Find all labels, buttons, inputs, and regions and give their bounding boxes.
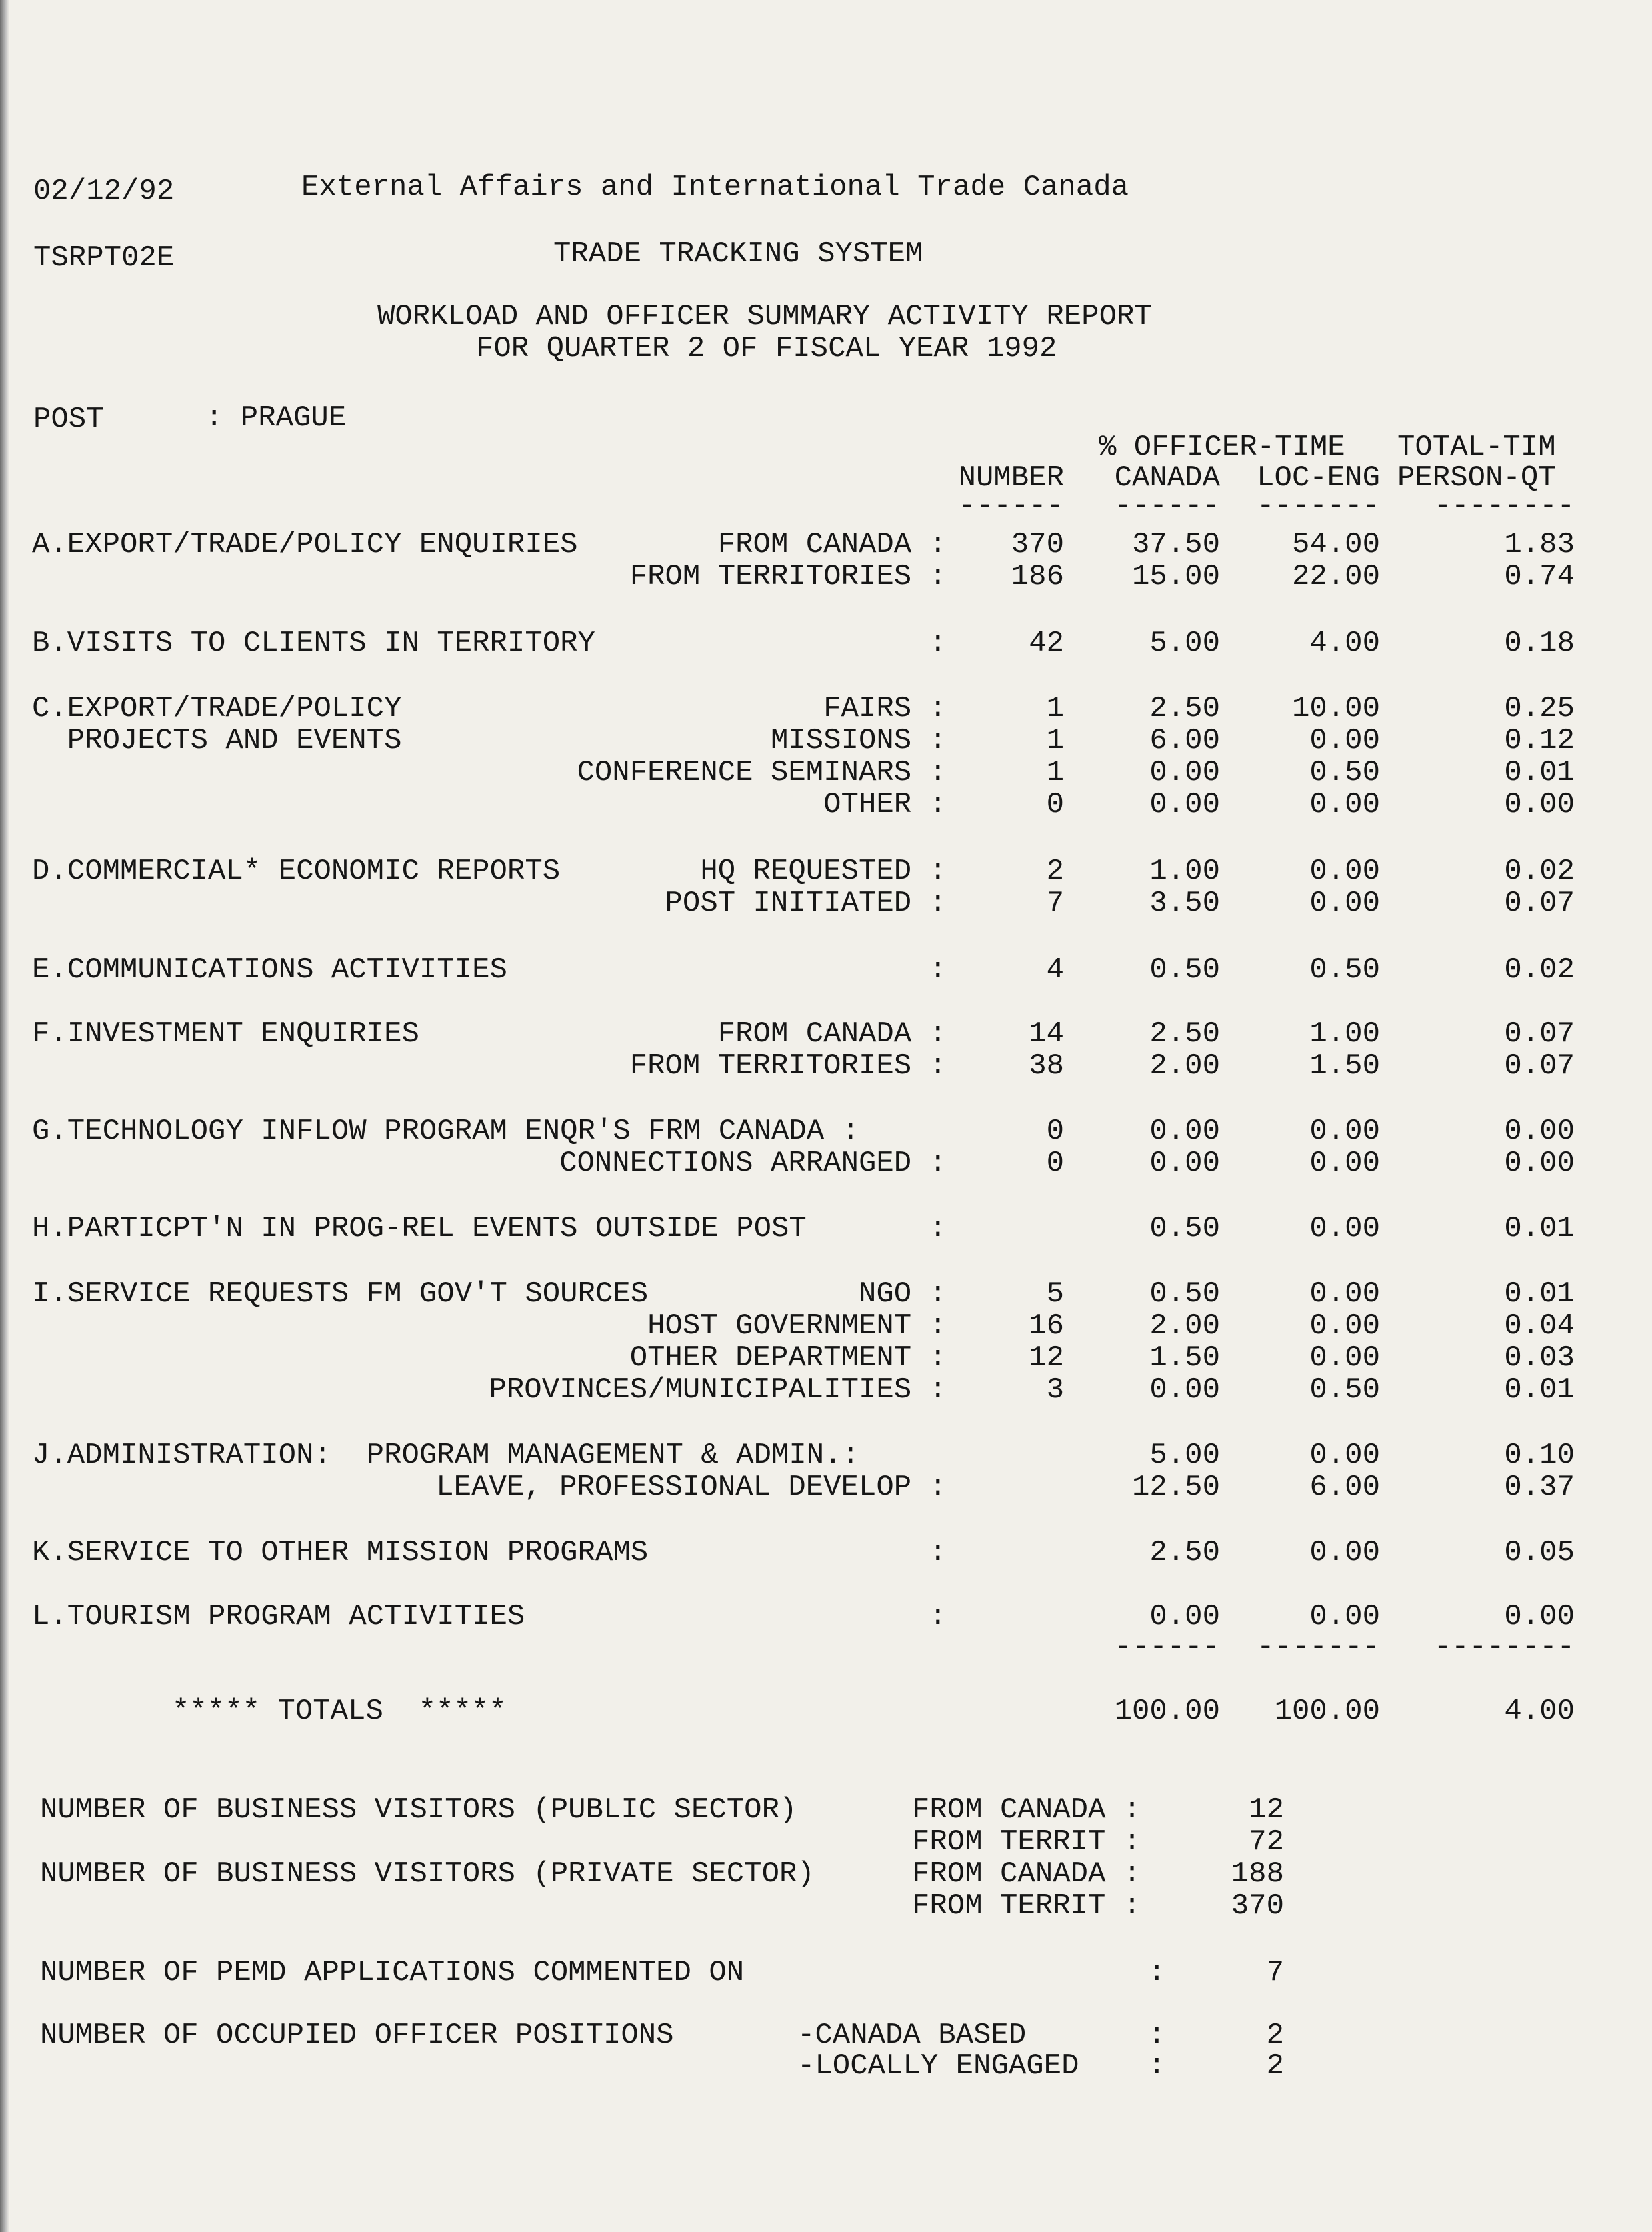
row-loceng-pct: 0.00: [1309, 1115, 1380, 1148]
organization-name: External Affairs and International Trade Canada: [301, 171, 1129, 204]
row-loceng-pct: 10.00: [1291, 692, 1380, 725]
row-label: F.INVESTMENT ENQUIRIES: [32, 1017, 419, 1051]
row-sublabel: :: [929, 1600, 947, 1633]
row-label: J.ADMINISTRATION: PROGRAM MANAGEMENT & ADMIN.:: [32, 1439, 860, 1472]
row-number: 0: [1046, 1147, 1064, 1180]
row-number: 0: [1046, 1115, 1064, 1148]
row-loceng-pct: 0.00: [1309, 1439, 1380, 1472]
row-person-qtr: 0.07: [1504, 1049, 1575, 1083]
row-number: 14: [1029, 1017, 1064, 1051]
row-person-qtr: 0.02: [1504, 953, 1575, 987]
row-sublabel: HOST GOVERNMENT :: [647, 1309, 947, 1343]
canada-based-label: -CANADA BASED: [797, 2019, 1027, 2052]
row-canada-pct: 12.50: [1131, 1471, 1220, 1504]
row-canada-pct: 0.00: [1149, 1115, 1220, 1148]
row-loceng-pct: 4.00: [1309, 627, 1380, 660]
row-number: 42: [1029, 627, 1064, 660]
row-label: B.VISITS TO CLIENTS IN TERRITORY: [32, 627, 595, 660]
locally-engaged-value: 2: [1266, 2049, 1284, 2083]
row-number: 5: [1046, 1277, 1064, 1311]
private-from-canada-value: 188: [1231, 1857, 1284, 1891]
row-sublabel: :: [929, 1212, 947, 1245]
row-loceng-pct: 0.00: [1309, 724, 1380, 757]
public-from-territ-label: FROM TERRIT :: [912, 1825, 1141, 1859]
row-loceng-pct: 0.00: [1309, 1147, 1380, 1180]
number-header: NUMBER: [958, 461, 1064, 495]
row-loceng-pct: 54.00: [1291, 528, 1380, 561]
private-visitors-label: NUMBER OF BUSINESS VISITORS (PRIVATE SECTOR): [40, 1857, 815, 1891]
post-label: POST: [33, 403, 104, 436]
public-from-territ-value: 72: [1249, 1825, 1284, 1859]
row-person-qtr: 0.74: [1504, 560, 1575, 593]
row-canada-pct: 2.50: [1149, 1017, 1220, 1051]
row-sublabel: CONNECTIONS ARRANGED :: [559, 1147, 947, 1180]
row-sublabel: HQ REQUESTED :: [700, 855, 947, 888]
number-underline: ------: [958, 489, 1064, 523]
row-label: C.EXPORT/TRADE/POLICY: [32, 692, 402, 725]
report-id: TSRPT02E: [33, 241, 175, 275]
row-loceng-pct: 0.50: [1309, 953, 1380, 987]
row-canada-pct: 5.00: [1149, 627, 1220, 660]
row-canada-pct: 0.50: [1149, 1212, 1220, 1245]
private-from-territ-value: 370: [1231, 1889, 1284, 1923]
pemd-label: NUMBER OF PEMD APPLICATIONS COMMENTED ON: [40, 1956, 745, 1989]
totals-canada-rule: ------: [1114, 1631, 1220, 1664]
pct-officer-time-header: % OFFICER-TIME: [1099, 431, 1345, 464]
row-sublabel: OTHER DEPARTMENT :: [629, 1341, 947, 1375]
row-person-qtr: 0.07: [1504, 1017, 1575, 1051]
row-canada-pct: 0.00: [1149, 788, 1220, 821]
row-sublabel: POST INITIATED :: [665, 887, 947, 920]
pemd-colon: :: [1148, 1956, 1166, 1989]
row-sublabel: :: [929, 627, 947, 660]
row-person-qtr: 0.18: [1504, 627, 1575, 660]
row-label: L.TOURISM PROGRAM ACTIVITIES: [32, 1600, 525, 1633]
row-person-qtr: 0.01: [1504, 1212, 1575, 1245]
row-number: 3: [1046, 1373, 1064, 1407]
row-label: I.SERVICE REQUESTS FM GOV'T SOURCES: [32, 1277, 649, 1311]
row-loceng-pct: 0.00: [1309, 1536, 1380, 1569]
row-number: 4: [1046, 953, 1064, 987]
row-sublabel: OTHER :: [823, 788, 947, 821]
row-canada-pct: 6.00: [1149, 724, 1220, 757]
row-number: 370: [1011, 528, 1064, 561]
row-person-qtr: 0.00: [1504, 1115, 1575, 1148]
row-sublabel: CONFERENCE SEMINARS :: [577, 756, 947, 789]
row-canada-pct: 0.00: [1149, 1147, 1220, 1180]
loceng-underline: -------: [1257, 489, 1380, 523]
row-number: 1: [1046, 692, 1064, 725]
row-sublabel: LEAVE, PROFESSIONAL DEVELOP :: [436, 1471, 947, 1504]
row-canada-pct: 15.00: [1131, 560, 1220, 593]
row-person-qtr: 0.07: [1504, 887, 1575, 920]
row-sublabel: :: [929, 1536, 947, 1569]
row-loceng-pct: 6.00: [1309, 1471, 1380, 1504]
row-number: 12: [1029, 1341, 1064, 1375]
row-person-qtr: 0.25: [1504, 692, 1575, 725]
row-loceng-pct: 0.00: [1309, 1309, 1380, 1343]
row-person-qtr: 0.01: [1504, 756, 1575, 789]
row-canada-pct: 0.50: [1149, 1277, 1220, 1311]
locally-engaged-colon: :: [1148, 2049, 1166, 2083]
row-label: E.COMMUNICATIONS ACTIVITIES: [32, 953, 507, 987]
row-number: 2: [1046, 855, 1064, 888]
row-loceng-pct: 0.00: [1309, 855, 1380, 888]
row-label: PROJECTS AND EVENTS: [32, 724, 402, 757]
row-canada-pct: 1.00: [1149, 855, 1220, 888]
row-loceng-pct: 0.50: [1309, 1373, 1380, 1407]
person-qtr-header: PERSON-QT: [1397, 461, 1556, 495]
loceng-header: LOC-ENG: [1257, 461, 1380, 495]
report-title: WORKLOAD AND OFFICER SUMMARY ACTIVITY REPORT: [377, 300, 1152, 333]
row-label: D.COMMERCIAL* ECONOMIC REPORTS: [32, 855, 561, 888]
row-loceng-pct: 0.00: [1309, 1600, 1380, 1633]
row-number: 7: [1046, 887, 1064, 920]
totals-person-rule: --------: [1433, 1631, 1575, 1664]
row-canada-pct: 3.50: [1149, 887, 1220, 920]
row-canada-pct: 2.50: [1149, 692, 1220, 725]
canada-underline: ------: [1114, 489, 1220, 523]
row-canada-pct: 5.00: [1149, 1439, 1220, 1472]
row-loceng-pct: 22.00: [1291, 560, 1380, 593]
row-person-qtr: 0.01: [1504, 1373, 1575, 1407]
row-number: 38: [1029, 1049, 1064, 1083]
public-from-canada-value: 12: [1249, 1793, 1284, 1827]
private-from-canada-label: FROM CANADA :: [912, 1857, 1141, 1891]
public-visitors-label: NUMBER OF BUSINESS VISITORS (PUBLIC SECTOR): [40, 1793, 797, 1827]
row-label: K.SERVICE TO OTHER MISSION PROGRAMS: [32, 1536, 649, 1569]
row-label: H.PARTICPT'N IN PROG-REL EVENTS OUTSIDE POST: [32, 1212, 807, 1245]
row-person-qtr: 0.01: [1504, 1277, 1575, 1311]
report-date: 02/12/92: [33, 175, 175, 208]
report-subtitle: FOR QUARTER 2 OF FISCAL YEAR 1992: [476, 332, 1057, 365]
row-canada-pct: 2.50: [1149, 1536, 1220, 1569]
row-sublabel: FAIRS :: [823, 692, 947, 725]
row-loceng-pct: 0.00: [1309, 1277, 1380, 1311]
row-sublabel: FROM TERRITORIES :: [629, 560, 947, 593]
row-loceng-pct: 1.00: [1309, 1017, 1380, 1051]
pemd-value: 7: [1266, 1956, 1284, 1989]
totals-label: ***** TOTALS *****: [172, 1695, 507, 1728]
row-number: 16: [1029, 1309, 1064, 1343]
row-person-qtr: 0.04: [1504, 1309, 1575, 1343]
row-label: A.EXPORT/TRADE/POLICY ENQUIRIES: [32, 528, 578, 561]
row-person-qtr: 0.05: [1504, 1536, 1575, 1569]
row-person-qtr: 1.83: [1504, 528, 1575, 561]
row-canada-pct: 1.50: [1149, 1341, 1220, 1375]
scan-edge: [0, 0, 9, 2232]
row-loceng-pct: 0.00: [1309, 1341, 1380, 1375]
row-number: 1: [1046, 724, 1064, 757]
row-canada-pct: 0.00: [1149, 1373, 1220, 1407]
row-canada-pct: 2.00: [1149, 1309, 1220, 1343]
row-canada-pct: 0.00: [1149, 756, 1220, 789]
post-value: : PRAGUE: [205, 401, 347, 435]
row-sublabel: MISSIONS :: [770, 724, 947, 757]
row-canada-pct: 2.00: [1149, 1049, 1220, 1083]
row-person-qtr: 0.00: [1504, 788, 1575, 821]
canada-header: CANADA: [1114, 461, 1220, 495]
row-number: 0: [1046, 788, 1064, 821]
row-loceng-pct: 0.00: [1309, 788, 1380, 821]
positions-label: NUMBER OF OCCUPIED OFFICER POSITIONS: [40, 2019, 674, 2052]
row-loceng-pct: 0.50: [1309, 756, 1380, 789]
system-name: TRADE TRACKING SYSTEM: [553, 237, 923, 271]
row-sublabel: FROM TERRITORIES :: [629, 1049, 947, 1083]
canada-based-value: 2: [1266, 2019, 1284, 2052]
totals-loceng: 100.00: [1274, 1695, 1380, 1728]
person-underline: --------: [1433, 489, 1575, 523]
row-sublabel: :: [929, 953, 947, 987]
row-person-qtr: 0.00: [1504, 1600, 1575, 1633]
row-label: G.TECHNOLOGY INFLOW PROGRAM ENQR'S FRM CANADA :: [32, 1115, 860, 1148]
totals-person: 4.00: [1504, 1695, 1575, 1728]
row-canada-pct: 37.50: [1131, 528, 1220, 561]
row-canada-pct: 0.00: [1149, 1600, 1220, 1633]
row-person-qtr: 0.03: [1504, 1341, 1575, 1375]
row-sublabel: PROVINCES/MUNICIPALITIES :: [489, 1373, 947, 1407]
row-sublabel: FROM CANADA :: [717, 1017, 947, 1051]
row-person-qtr: 0.12: [1504, 724, 1575, 757]
totals-loceng-rule: -------: [1257, 1631, 1380, 1664]
row-loceng-pct: 0.00: [1309, 887, 1380, 920]
row-loceng-pct: 1.50: [1309, 1049, 1380, 1083]
row-loceng-pct: 0.00: [1309, 1212, 1380, 1245]
row-canada-pct: 0.50: [1149, 953, 1220, 987]
row-number: 186: [1011, 560, 1064, 593]
row-sublabel: NGO :: [858, 1277, 947, 1311]
row-sublabel: FROM CANADA :: [717, 528, 947, 561]
totals-canada: 100.00: [1114, 1695, 1220, 1728]
row-number: 1: [1046, 756, 1064, 789]
private-from-territ-label: FROM TERRIT :: [912, 1889, 1141, 1923]
row-person-qtr: 0.37: [1504, 1471, 1575, 1504]
canada-based-colon: :: [1148, 2019, 1166, 2052]
row-person-qtr: 0.02: [1504, 855, 1575, 888]
total-time-header: TOTAL-TIM: [1397, 431, 1556, 464]
row-person-qtr: 0.00: [1504, 1147, 1575, 1180]
public-from-canada-label: FROM CANADA :: [912, 1793, 1141, 1827]
row-person-qtr: 0.10: [1504, 1439, 1575, 1472]
locally-engaged-label: -LOCALLY ENGAGED: [797, 2049, 1079, 2083]
